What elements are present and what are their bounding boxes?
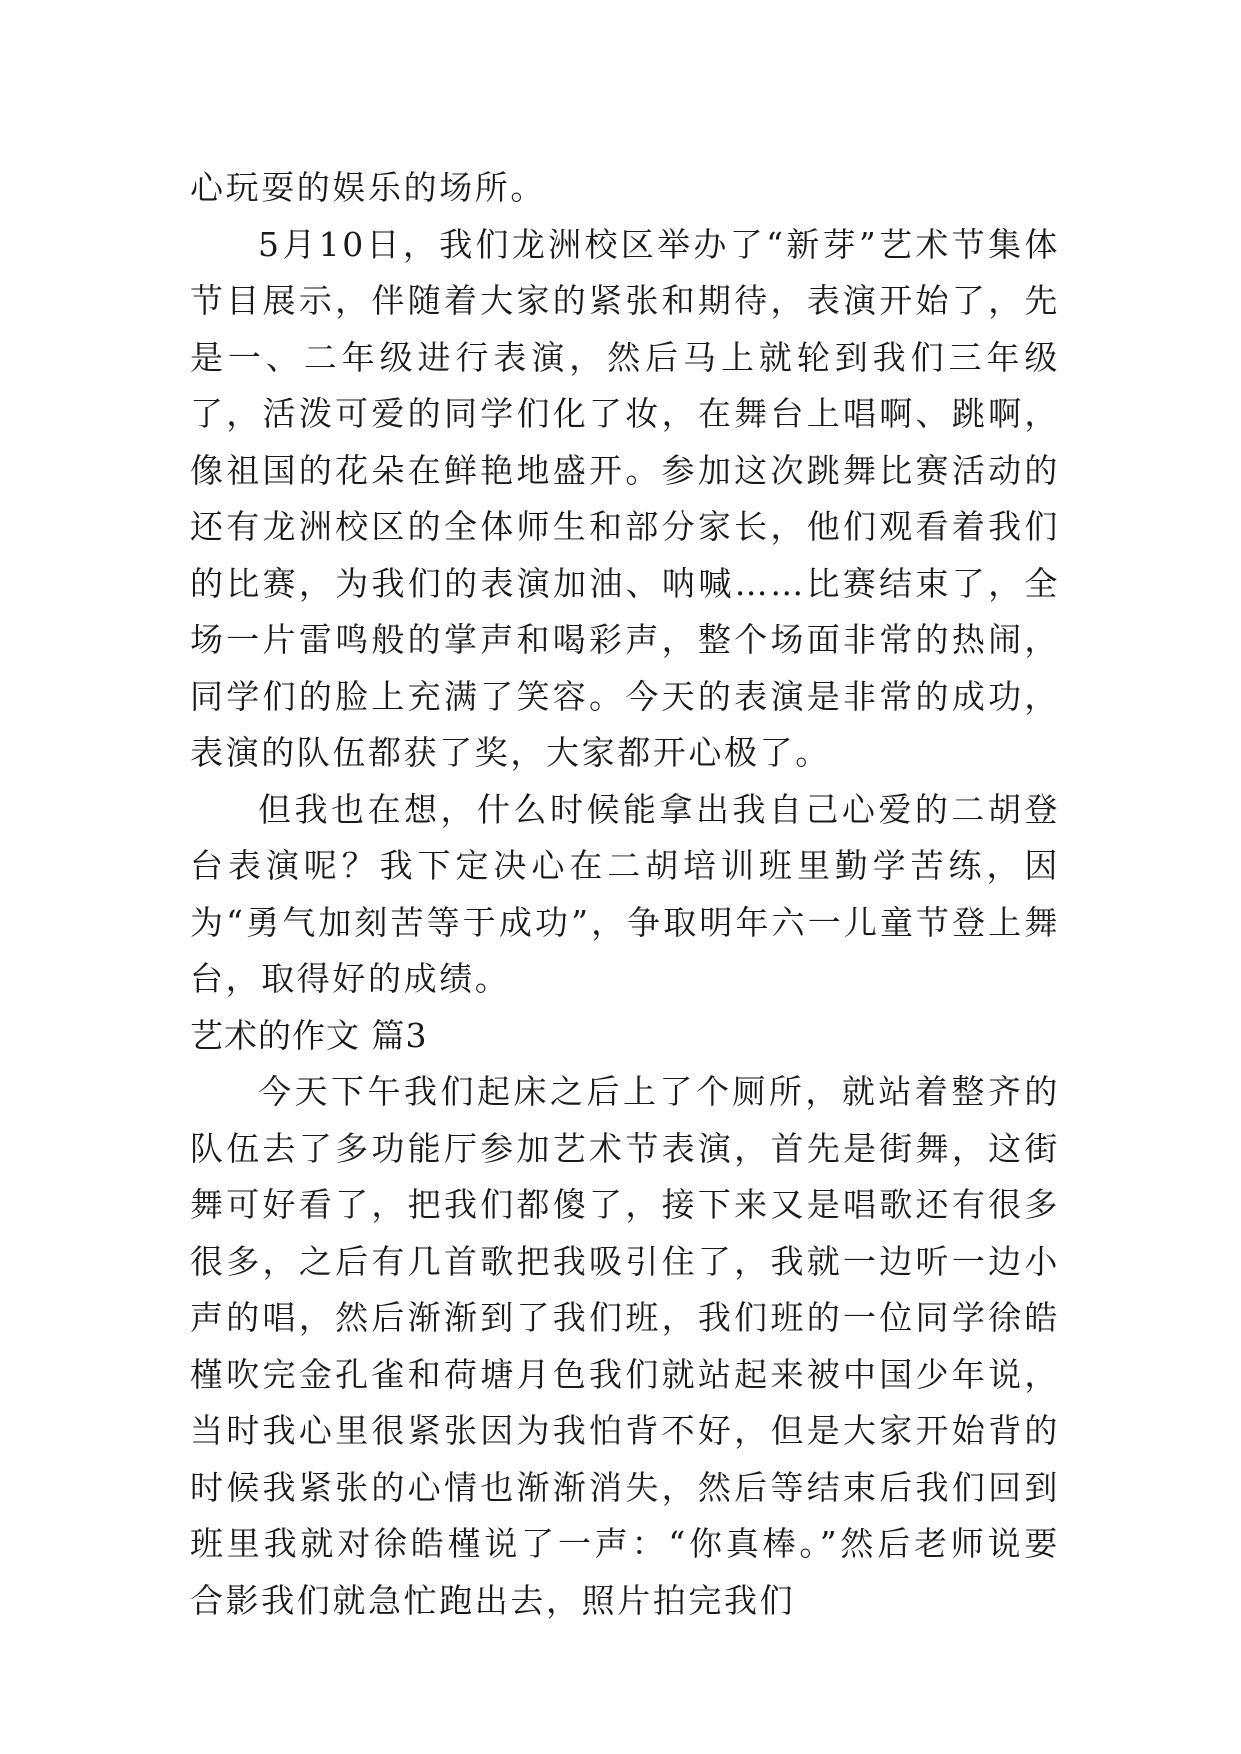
paragraph-erhu: 但我也在想，什么时候能拿出我自己心爱的二胡登台表演呢？我下定决心在二胡培训班里勤学苦练，因为“勇气加刻苦等于成功”，争取明年六一儿童节登上舞台，取得好的成绩。 xyxy=(190,789,1060,998)
document-body xyxy=(190,160,1060,1629)
paragraph-art-festival: 5月10日，我们龙洲校区举办了“新芽”艺术节集体节目展示，伴随着大家的紧张和期待，表演开始了，先是一、二年级进行表演，然后马上就轮到我们三年级了，活泼可爱的同学们化了妆，在舞台上唱啊、跳啊，像祖国的花朵在鲜艳地盛开。参加这次跳舞比赛活动的还有龙洲校区的全体师生和部分家长，他们观看着我们的比赛，为我们的表演加油、呐喊……比赛结束了，全场一片雷鸣般的掌声和喝彩声，整个场面非常的热闹，同学们的脸上充满了笑容。今天的表演是非常的成功，表演的队伍都获了奖，大家都开心极了。 xyxy=(190,224,1060,772)
paragraph-afternoon-show: 今天下午我们起床之后上了个厕所，就站着整齐的队伍去了多功能厅参加艺术节表演，首先是街舞，这街舞可好看了，把我们都傻了，接下来又是唱歌还有很多很多，之后有几首歌把我吸引住了，我就一边听一边小声的唱，然后渐渐到了我们班，我们班的一位同学徐皓槿吹完金孔雀和荷塘月色我们就站起来被中国少年说，当时我心里很紧张因为我怕背不好，但是大家开始背的时候我紧张的心情也渐渐消失，然后等结束后我们回到班里我就对徐皓槿说了一声：“你真棒。”然后老师说要合影我们就急忙跑出去，照片拍完我们 xyxy=(190,1072,1060,1620)
paragraph-continuation: 心玩耍的娱乐的场所。 xyxy=(190,168,546,207)
section-heading: 艺术的作文 篇3 xyxy=(190,1015,428,1055)
